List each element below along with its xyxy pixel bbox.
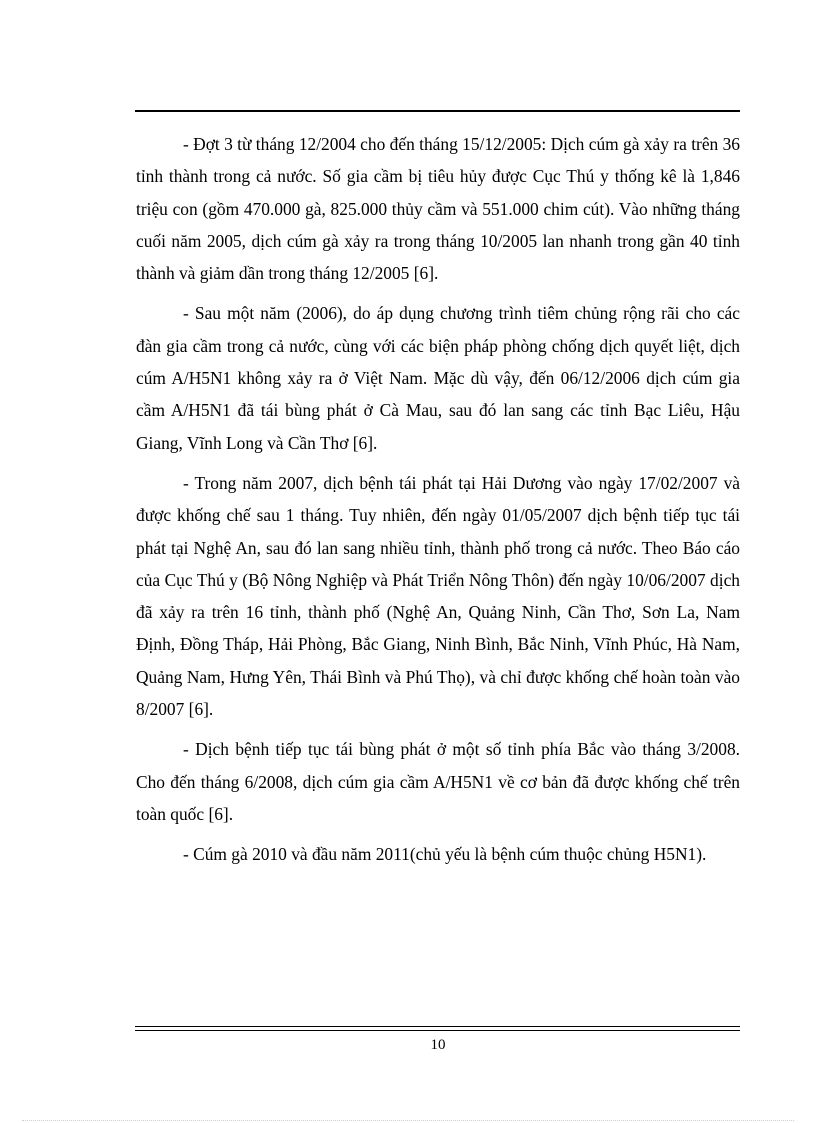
paragraph-wave-3: - Đợt 3 từ tháng 12/2004 cho đến tháng 15/12/2005: Dịch cúm gà xảy ra trên 36 tỉnh thành trong cả nước. Số gia cầm bị tiêu hủy được Cục Thú y thống kê là 1,846 triệu con (gồm 470.000 gà, 825.000 thủy cầm và 551.000 chim cút). Vào những tháng cuối năm 2005, dịch cúm gà xảy ra trong tháng 10/2005 lan nhanh trong gần 40 tỉnh thành và giảm dần trong tháng 12/2005 [6].: [136, 134, 740, 284]
paragraph-2006: - Sau một năm (2006), do áp dụng chương trình tiêm chủng rộng rãi cho các đàn gia cầm trong cả nước, cùng với các biện pháp phòng chống dịch quyết liệt, dịch cúm A/H5N1 không xảy ra ở Việt Nam. Mặc dù vậy, đến 06/12/2006 dịch cúm gia cầm A/H5N1 đã tái bùng phát ở Cà Mau, sau đó lan sang các tỉnh Bạc Liêu, Hậu Giang, Vĩnh Long và Cần Thơ [6].: [136, 303, 740, 453]
footer-rule: [135, 1026, 740, 1031]
paragraph-2007: - Trong năm 2007, dịch bệnh tái phát tại Hải Dương vào ngày 17/02/2007 và được khống chế sau 1 tháng. Tuy nhiên, đến ngày 01/05/2007 dịch bệnh tiếp tục tái phát tại Nghệ An, sau đó lan sang nhiều tỉnh, thành phố trong cả nước. Theo Báo cáo của Cục Thú y (Bộ Nông Nghiệp và Phát Triển Nông Thôn) đến ngày 10/06/2007 dịch đã xảy ra trên 16 tỉnh, thành phố (Nghệ An, Quảng Ninh, Cần Thơ, Sơn La, Nam Định, Đồng Tháp, Hải Phòng, Bắc Giang, Ninh Bình, Bắc Ninh, Vĩnh Phúc, Hà Nam, Quảng Nam, Hưng Yên, Thái Bình và Phú Thọ), và chỉ được khống chế hoàn toàn vào 8/2007 [6].: [136, 472, 740, 720]
page-number: 10: [430, 1037, 446, 1053]
page-bottom-border: [22, 1120, 794, 1121]
paragraph-2008: - Dịch bệnh tiếp tục tái bùng phát ở một số tỉnh phía Bắc vào tháng 3/2008. Cho đến tháng 6/2008, dịch cúm gia cầm A/H5N1 về cơ bản đã được khống chế trên toàn quốc [6].: [136, 739, 740, 824]
paragraph-2010-2011: - Cúm gà 2010 và đầu năm 2011(chủ yếu là bệnh cúm thuộc chủng H5N1).: [183, 844, 707, 865]
body-text: [136, 128, 740, 879]
header-rule: [135, 110, 740, 112]
